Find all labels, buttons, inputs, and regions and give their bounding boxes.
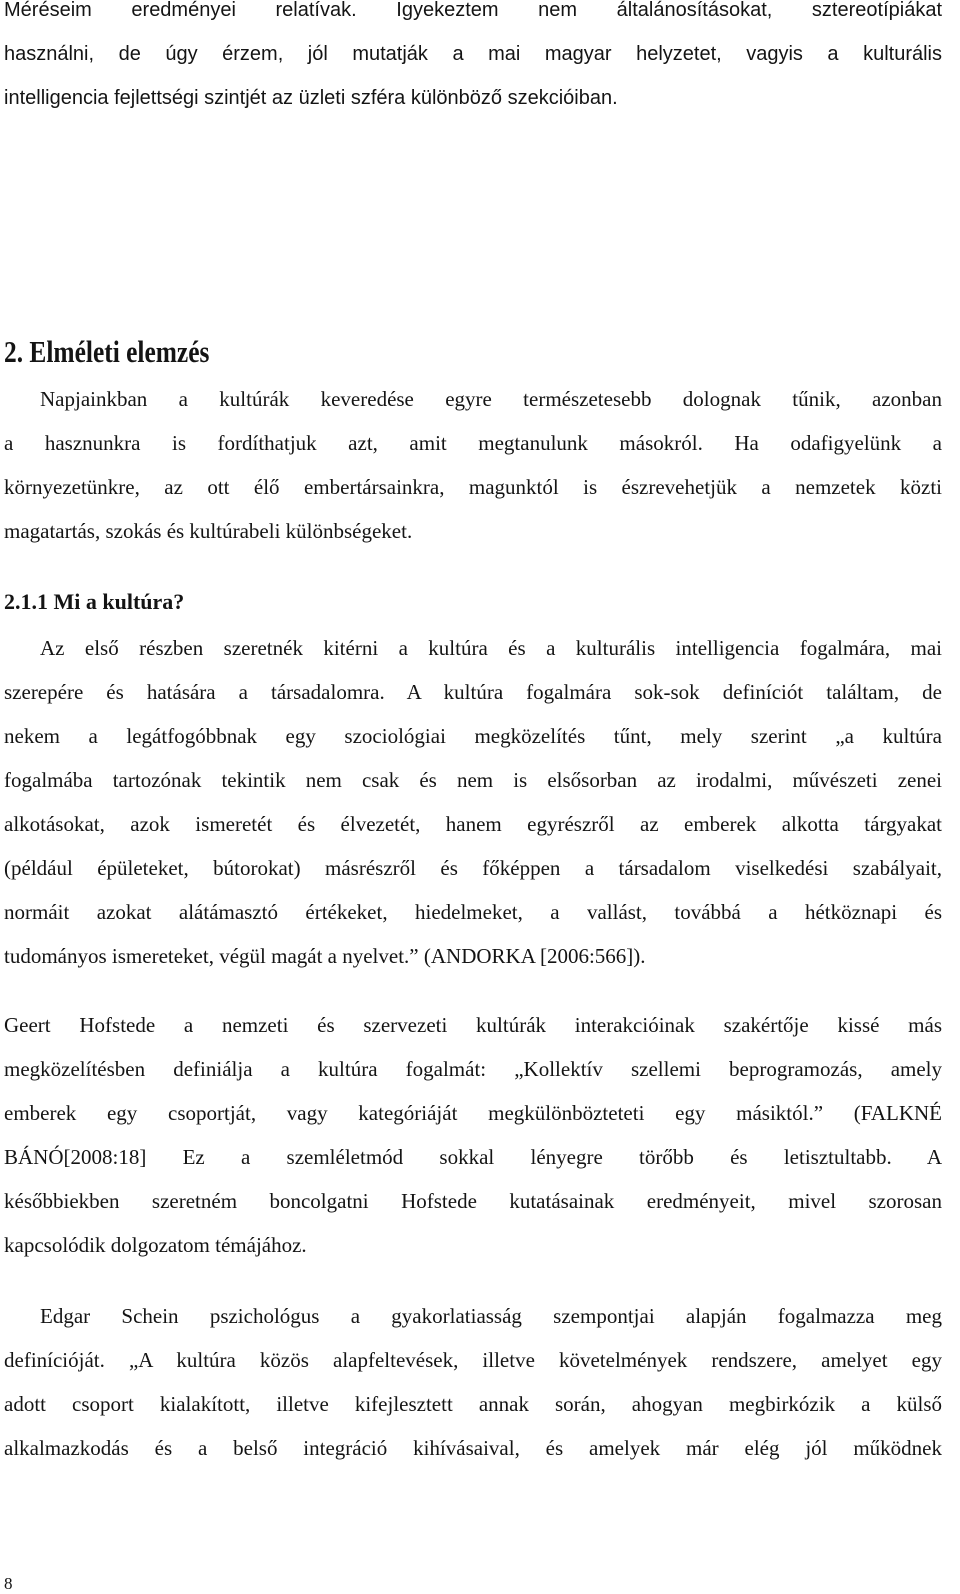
section-line: Napjainkban a kultúrák keveredése egyre természetesebb dolognak tűnik, azonban [40,387,942,411]
paragraph-line: definícióját. „A kultúra közös alapfeltevések, illetve követelmények rendszere, amelyet egy [4,1348,942,1372]
paragraph-line: kapcsolódik dolgozatom témájához. [4,1233,307,1257]
paragraph-line: normáit azokat alátámasztó értékeket, hiedelmeket, a vallást, továbbá a hétköznapi és [4,900,942,924]
paragraph-line: tudományos ismereteket, végül magát a nyelvet.” (ANDORKA [2006:566]). [4,944,646,968]
section-line: magatartás, szokás és kultúrabeli különbségeket. [4,519,413,543]
intro-line: intelligencia fejlettségi szintjét az üzleti szféra különböző szekcióiban. [4,87,618,109]
paragraph-line: adott csoport kialakított, illetve kifejlesztett annak során, ahogyan megbirkózik a külső [4,1392,942,1416]
paragraph-line: emberek egy csoportját, vagy kategóriáját megkülönbözteteti egy másiktól.” (FALKNÉ [4,1101,942,1125]
paragraph-line: Az első részben szeretnék kitérni a kultúra és a kulturális intelligencia fogalmára, mai [40,636,942,660]
subsection-heading: 2.1.1 Mi a kultúra? [4,589,185,614]
intro-line: Méréseim eredményei relatívak. Igyekeztem nem általánosításokat, sztereotípiákat [4,0,942,21]
paragraph-line: alkotásokat, azok ismeretét és élvezetét, hanem egyrészről az emberek alkotta tárgyakat [4,812,942,836]
paragraph-line: Edgar Schein pszichológus a gyakorlatiasság szempontjai alapján fogalmazza meg [40,1304,942,1328]
paragraph-line: alkalmazkodás és a belső integráció kihívásaival, és amelyek már elég jól működnek [4,1436,942,1460]
section-heading: 2. Elméleti elemzés [4,334,210,369]
paragraph-line: későbbiekben szeretném boncolgatni Hofstede kutatásainak eredményeit, mivel szorosan [4,1189,942,1213]
page-number: 8 [4,1574,13,1593]
paragraph-line: fogalmába tartozónak tekintik nem csak és nem is elsősorban az irodalmi, művészeti zenei [4,768,942,792]
paragraph-line: nekem a legátfogóbbnak egy szociológiai megközelítés tűnt, mely szerint „a kultúra [4,724,942,748]
paragraph-line: BÁNÓ[2008:18] Ez a szemléletmód sokkal lényegre törőbb és letisztultabb. A [4,1145,942,1169]
section-line: környezetünkre, az ott élő embertársainkra, magunktól is észrevehetjük a nemzetek közti [4,475,942,499]
paragraph-line: megközelítésben definiálja a kultúra fogalmát: „Kollektív szellemi beprogramozás, amely [4,1057,942,1081]
paragraph-line: Geert Hofstede a nemzeti és szervezeti kultúrák interakcióinak szakértője kissé más [4,1013,942,1037]
paragraph-line: (például épületeket, bútorokat) másrészről és főképpen a társadalom viselkedési szabályait, [4,856,942,880]
section-line: a hasznunkra is fordíthatjuk azt, amit megtanulunk másokról. Ha odafigyelünk a [4,431,942,455]
intro-line: használni, de úgy érzem, jól mutatják a mai magyar helyzetet, vagyis a kulturális [4,43,942,65]
paragraph-line: szerepére és hatására a társadalomra. A kultúra fogalmára sok-sok definíciót találtam, de [4,680,942,704]
